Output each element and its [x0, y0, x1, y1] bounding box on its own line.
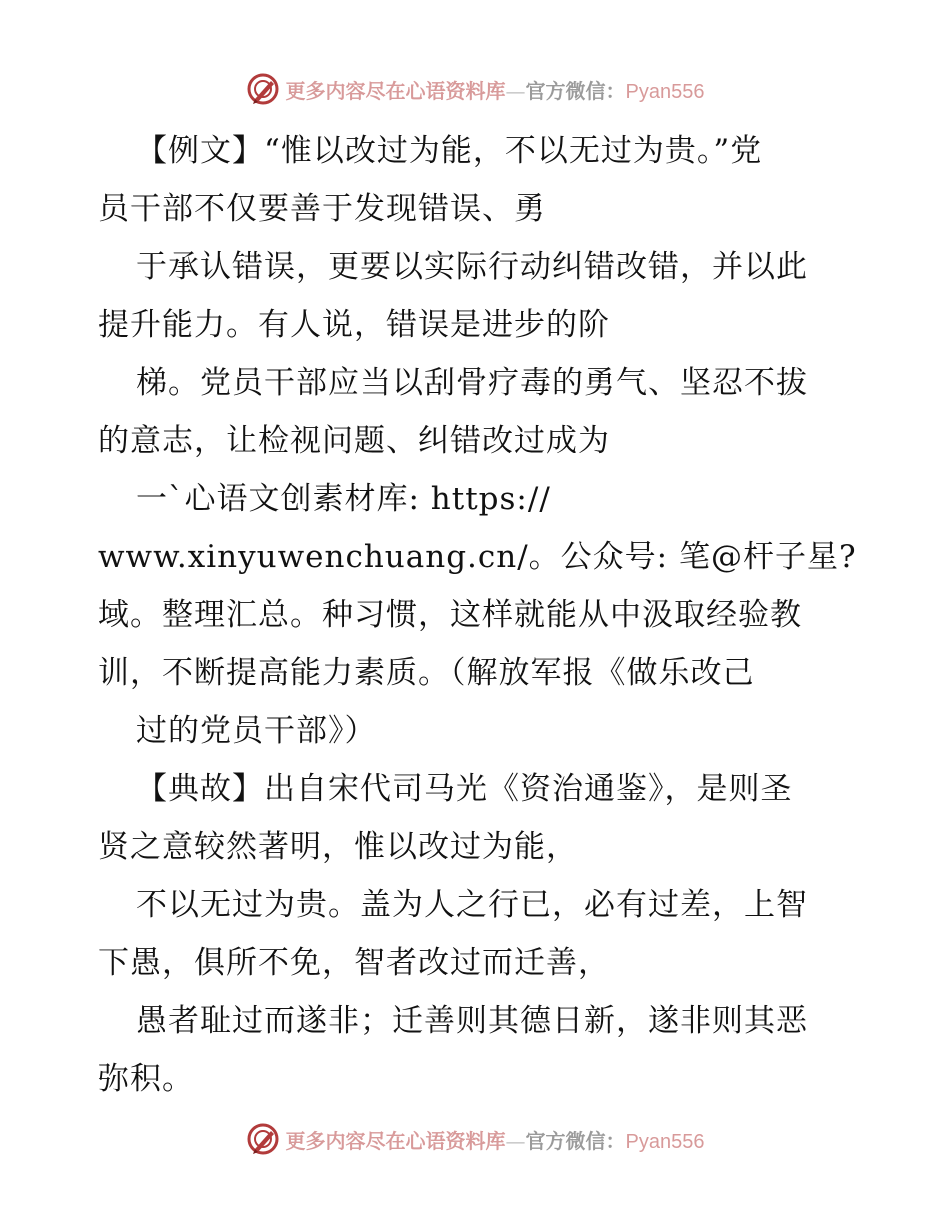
- text-line: 愚者耻过而遂非；迁善则其德日新，遂非则其恶: [136, 1003, 808, 1039]
- text-line: 训，不断提高能力素质。（解放军报《做乐改己: [98, 655, 755, 691]
- banner-wechat-label: 官方微信：: [525, 1128, 626, 1153]
- pen-logo-icon: [246, 1122, 280, 1156]
- text-line: 员干部不仅要善于发现错误、勇: [98, 191, 546, 227]
- text-line: www.xinyuwenchuang.cn/。公众号: 笔@杆子星?: [98, 539, 857, 575]
- banner-separator: —: [505, 1128, 526, 1153]
- header-banner: [0, 72, 950, 106]
- banner-wechat-id: Pyan556: [625, 1130, 705, 1153]
- banner-main-text: 更多内容尽在心语资料库: [285, 78, 506, 103]
- text-line: 域。整理汇总。种习惯，这样就能从中汲取经验教: [98, 597, 802, 633]
- text-line: 的意志，让检视问题、纠错改过成为: [98, 423, 610, 459]
- document-body: [98, 122, 858, 1108]
- text-line: 下愚，俱所不免，智者改过而迁善，: [98, 945, 610, 981]
- text-line: 提升能力。有人说，错误是进步的阶: [98, 307, 610, 343]
- banner-wechat-id: Pyan556: [625, 80, 705, 103]
- banner-wechat-label: 官方微信：: [525, 78, 626, 103]
- text-line: 梯。党员干部应当以刮骨疗毒的勇气、坚忍不拔: [136, 365, 808, 401]
- banner-text: [286, 75, 705, 104]
- pen-logo-icon: [246, 72, 280, 106]
- text-line: 一`心语文创素材库: https://: [136, 481, 551, 517]
- text-line: 于承认错误，更要以实际行动纠错改错，并以此: [136, 249, 808, 285]
- footer-banner: [0, 1122, 950, 1156]
- text-line: 贤之意较然著明，惟以改过为能，: [98, 829, 578, 865]
- text-line: 弥积。: [98, 1061, 194, 1097]
- text-line: 【例文】“惟以改过为能，不以无过为贵。”党: [136, 133, 763, 169]
- text-line: 【典故】出自宋代司马光《资治通鉴》，是则圣: [136, 771, 793, 807]
- banner-main-text: 更多内容尽在心语资料库: [285, 1128, 506, 1153]
- text-line: 不以无过为贵。盖为人之行已，必有过差，上智: [136, 887, 808, 923]
- banner-text: [286, 1125, 705, 1154]
- text-line: 过的党员干部》）: [136, 713, 377, 749]
- banner-separator: —: [505, 78, 526, 103]
